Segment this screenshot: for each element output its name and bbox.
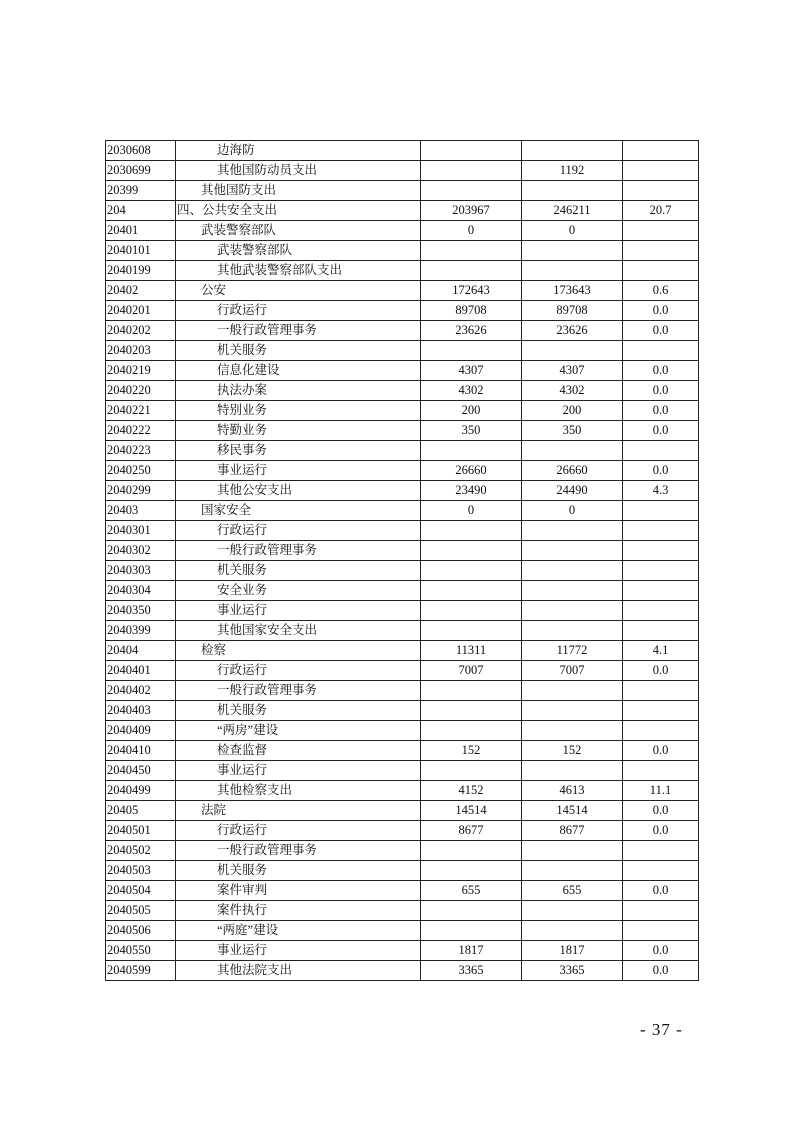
cell-growth-rate <box>623 761 699 781</box>
cell-code: 2040550 <box>106 941 176 961</box>
cell-code: 20399 <box>106 181 176 201</box>
cell-value-a: 152 <box>421 741 522 761</box>
cell-growth-rate <box>623 541 699 561</box>
cell-value-b <box>522 581 623 601</box>
cell-value-a <box>421 861 522 881</box>
cell-growth-rate: 0.0 <box>623 881 699 901</box>
cell-item-name: 机关服务 <box>176 341 421 361</box>
cell-value-a <box>421 521 522 541</box>
table-row <box>106 341 699 361</box>
cell-value-b <box>522 921 623 941</box>
cell-code: 2040222 <box>106 421 176 441</box>
cell-code: 2040223 <box>106 441 176 461</box>
cell-item-name: 机关服务 <box>176 561 421 581</box>
cell-growth-rate: 0.0 <box>623 961 699 981</box>
cell-code: 20404 <box>106 641 176 661</box>
cell-item-name: 安全业务 <box>176 581 421 601</box>
cell-growth-rate: 20.7 <box>623 201 699 221</box>
cell-item-name: “两房”建设 <box>176 721 421 741</box>
cell-code: 2040199 <box>106 261 176 281</box>
cell-value-a: 23490 <box>421 481 522 501</box>
table-row <box>106 481 699 501</box>
cell-value-b: 7007 <box>522 661 623 681</box>
cell-item-name: 行政运行 <box>176 521 421 541</box>
cell-value-b: 246211 <box>522 201 623 221</box>
table-row <box>106 241 699 261</box>
cell-item-name: 法院 <box>176 801 421 821</box>
cell-code: 2040202 <box>106 321 176 341</box>
cell-value-b <box>522 721 623 741</box>
cell-item-name: 武装警察部队 <box>176 221 421 241</box>
cell-item-name: 其他国防动员支出 <box>176 161 421 181</box>
table-row <box>106 461 699 481</box>
cell-growth-rate <box>623 521 699 541</box>
cell-growth-rate: 4.1 <box>623 641 699 661</box>
cell-code: 2040410 <box>106 741 176 761</box>
cell-growth-rate <box>623 681 699 701</box>
cell-value-b: 4307 <box>522 361 623 381</box>
cell-value-b: 24490 <box>522 481 623 501</box>
cell-value-a: 3365 <box>421 961 522 981</box>
table-row <box>106 601 699 621</box>
cell-value-a <box>421 701 522 721</box>
cell-growth-rate <box>623 341 699 361</box>
cell-growth-rate <box>623 861 699 881</box>
cell-item-name: 特别业务 <box>176 401 421 421</box>
cell-value-a: 23626 <box>421 321 522 341</box>
cell-item-name: 一般行政管理事务 <box>176 681 421 701</box>
table-row <box>106 401 699 421</box>
table-row <box>106 581 699 601</box>
cell-value-b: 655 <box>522 881 623 901</box>
table-row <box>106 301 699 321</box>
table-row <box>106 421 699 441</box>
cell-value-a <box>421 261 522 281</box>
table-row <box>106 221 699 241</box>
cell-growth-rate: 0.0 <box>623 461 699 481</box>
cell-growth-rate: 0.0 <box>623 821 699 841</box>
cell-value-a: 8677 <box>421 821 522 841</box>
cell-value-b: 8677 <box>522 821 623 841</box>
table-row <box>106 641 699 661</box>
cell-item-name: 其他国防支出 <box>176 181 421 201</box>
table-row <box>106 201 699 221</box>
cell-item-name: 机关服务 <box>176 861 421 881</box>
cell-value-a: 26660 <box>421 461 522 481</box>
cell-value-b: 152 <box>522 741 623 761</box>
cell-growth-rate <box>623 181 699 201</box>
cell-value-a <box>421 141 522 161</box>
cell-value-a <box>421 181 522 201</box>
cell-growth-rate <box>623 161 699 181</box>
cell-value-b: 173643 <box>522 281 623 301</box>
cell-item-name: 案件审判 <box>176 881 421 901</box>
cell-value-a: 200 <box>421 401 522 421</box>
cell-growth-rate: 0.0 <box>623 381 699 401</box>
cell-item-name: 一般行政管理事务 <box>176 541 421 561</box>
cell-code: 2040499 <box>106 781 176 801</box>
cell-item-name: 其他公安支出 <box>176 481 421 501</box>
cell-growth-rate: 4.3 <box>623 481 699 501</box>
cell-item-name: 事业运行 <box>176 941 421 961</box>
cell-item-name: 信息化建设 <box>176 361 421 381</box>
table-row <box>106 261 699 281</box>
cell-value-b: 0 <box>522 501 623 521</box>
cell-value-a: 0 <box>421 221 522 241</box>
cell-code: 204 <box>106 201 176 221</box>
table-row <box>106 501 699 521</box>
cell-item-name: 行政运行 <box>176 301 421 321</box>
cell-growth-rate <box>623 501 699 521</box>
cell-growth-rate: 0.0 <box>623 421 699 441</box>
cell-growth-rate <box>623 601 699 621</box>
cell-growth-rate <box>623 441 699 461</box>
cell-code: 2040302 <box>106 541 176 561</box>
table-row <box>106 621 699 641</box>
cell-value-a: 655 <box>421 881 522 901</box>
cell-value-a <box>421 721 522 741</box>
table-row <box>106 941 699 961</box>
cell-value-b <box>522 701 623 721</box>
table-row <box>106 321 699 341</box>
cell-value-a: 1817 <box>421 941 522 961</box>
cell-value-a: 4152 <box>421 781 522 801</box>
cell-item-name: 其他武装警察部队支出 <box>176 261 421 281</box>
table-row <box>106 721 699 741</box>
cell-growth-rate <box>623 221 699 241</box>
cell-code: 20405 <box>106 801 176 821</box>
cell-code: 20401 <box>106 221 176 241</box>
cell-code: 2040219 <box>106 361 176 381</box>
cell-code: 2040506 <box>106 921 176 941</box>
cell-value-b <box>522 541 623 561</box>
cell-value-b: 1192 <box>522 161 623 181</box>
cell-growth-rate <box>623 141 699 161</box>
cell-code: 2040301 <box>106 521 176 541</box>
cell-value-b: 89708 <box>522 301 623 321</box>
cell-growth-rate: 11.1 <box>623 781 699 801</box>
table-row <box>106 761 699 781</box>
cell-value-a: 14514 <box>421 801 522 821</box>
cell-value-b <box>522 621 623 641</box>
cell-growth-rate: 0.0 <box>623 301 699 321</box>
cell-value-b: 26660 <box>522 461 623 481</box>
budget-table-body <box>106 141 699 981</box>
table-row <box>106 381 699 401</box>
cell-item-name: 移民事务 <box>176 441 421 461</box>
cell-code: 2040450 <box>106 761 176 781</box>
cell-growth-rate: 0.0 <box>623 941 699 961</box>
cell-value-a <box>421 241 522 261</box>
table-row <box>106 361 699 381</box>
cell-growth-rate: 0.6 <box>623 281 699 301</box>
cell-item-name: 事业运行 <box>176 761 421 781</box>
table-row <box>106 161 699 181</box>
table-row <box>106 521 699 541</box>
cell-code: 2040403 <box>106 701 176 721</box>
cell-value-a <box>421 841 522 861</box>
cell-value-b <box>522 141 623 161</box>
cell-code: 2040401 <box>106 661 176 681</box>
cell-item-name: 事业运行 <box>176 461 421 481</box>
cell-growth-rate <box>623 581 699 601</box>
cell-item-name: 其他法院支出 <box>176 961 421 981</box>
cell-growth-rate <box>623 241 699 261</box>
cell-value-a: 4307 <box>421 361 522 381</box>
cell-item-name: “两庭”建设 <box>176 921 421 941</box>
cell-code: 20403 <box>106 501 176 521</box>
cell-growth-rate: 0.0 <box>623 401 699 421</box>
cell-item-name: 事业运行 <box>176 601 421 621</box>
cell-code: 2030699 <box>106 161 176 181</box>
cell-value-b: 4302 <box>522 381 623 401</box>
cell-value-a: 7007 <box>421 661 522 681</box>
table-row <box>106 901 699 921</box>
cell-value-b: 14514 <box>522 801 623 821</box>
table-row <box>106 821 699 841</box>
cell-growth-rate <box>623 841 699 861</box>
cell-item-name: 一般行政管理事务 <box>176 321 421 341</box>
cell-code: 2040250 <box>106 461 176 481</box>
table-row <box>106 961 699 981</box>
cell-item-name: 公安 <box>176 281 421 301</box>
cell-code: 2040221 <box>106 401 176 421</box>
cell-item-name: 国家安全 <box>176 501 421 521</box>
cell-item-name: 行政运行 <box>176 661 421 681</box>
cell-value-b: 0 <box>522 221 623 241</box>
cell-item-name: 边海防 <box>176 141 421 161</box>
cell-code: 2040399 <box>106 621 176 641</box>
cell-code: 2030608 <box>106 141 176 161</box>
cell-code: 2040299 <box>106 481 176 501</box>
table-row <box>106 921 699 941</box>
cell-value-a: 350 <box>421 421 522 441</box>
page-number: - 37 - <box>640 1020 683 1039</box>
cell-value-b <box>522 521 623 541</box>
cell-code: 2040599 <box>106 961 176 981</box>
cell-code: 2040503 <box>106 861 176 881</box>
cell-code: 20402 <box>106 281 176 301</box>
table-row <box>106 141 699 161</box>
cell-growth-rate <box>623 561 699 581</box>
cell-code: 2040409 <box>106 721 176 741</box>
cell-code: 2040220 <box>106 381 176 401</box>
cell-growth-rate <box>623 621 699 641</box>
cell-code: 2040101 <box>106 241 176 261</box>
cell-code: 2040350 <box>106 601 176 621</box>
cell-item-name: 四、公共安全支出 <box>176 201 421 221</box>
cell-value-b <box>522 861 623 881</box>
cell-value-b <box>522 341 623 361</box>
table-row <box>106 741 699 761</box>
table-row <box>106 561 699 581</box>
cell-value-b: 3365 <box>522 961 623 981</box>
cell-growth-rate: 0.0 <box>623 661 699 681</box>
cell-value-a: 4302 <box>421 381 522 401</box>
cell-item-name: 案件执行 <box>176 901 421 921</box>
cell-value-a: 172643 <box>421 281 522 301</box>
cell-value-a: 11311 <box>421 641 522 661</box>
cell-item-name: 执法办案 <box>176 381 421 401</box>
cell-value-b <box>522 901 623 921</box>
table-row <box>106 801 699 821</box>
cell-value-a <box>421 561 522 581</box>
cell-value-b <box>522 261 623 281</box>
cell-value-b <box>522 841 623 861</box>
cell-value-b <box>522 441 623 461</box>
cell-item-name: 行政运行 <box>176 821 421 841</box>
cell-growth-rate <box>623 721 699 741</box>
cell-growth-rate <box>623 701 699 721</box>
cell-value-b <box>522 241 623 261</box>
cell-growth-rate: 0.0 <box>623 801 699 821</box>
cell-value-b <box>522 681 623 701</box>
table-row <box>106 541 699 561</box>
table-row <box>106 281 699 301</box>
budget-table <box>105 140 699 981</box>
cell-item-name: 机关服务 <box>176 701 421 721</box>
cell-growth-rate <box>623 901 699 921</box>
cell-value-a <box>421 761 522 781</box>
cell-code: 2040304 <box>106 581 176 601</box>
cell-growth-rate <box>623 921 699 941</box>
cell-growth-rate <box>623 261 699 281</box>
cell-value-b: 23626 <box>522 321 623 341</box>
table-row <box>106 441 699 461</box>
cell-code: 2040203 <box>106 341 176 361</box>
cell-value-a: 0 <box>421 501 522 521</box>
cell-item-name: 武装警察部队 <box>176 241 421 261</box>
cell-value-b <box>522 761 623 781</box>
cell-value-b: 200 <box>522 401 623 421</box>
cell-code: 2040504 <box>106 881 176 901</box>
cell-value-a <box>421 541 522 561</box>
cell-value-a: 89708 <box>421 301 522 321</box>
cell-value-b: 1817 <box>522 941 623 961</box>
cell-value-a <box>421 581 522 601</box>
cell-code: 2040501 <box>106 821 176 841</box>
cell-value-b <box>522 181 623 201</box>
cell-value-a <box>421 341 522 361</box>
cell-value-a <box>421 441 522 461</box>
table-row <box>106 701 699 721</box>
cell-code: 2040505 <box>106 901 176 921</box>
table-row <box>106 841 699 861</box>
cell-value-b <box>522 601 623 621</box>
cell-growth-rate: 0.0 <box>623 741 699 761</box>
table-row <box>106 781 699 801</box>
cell-growth-rate: 0.0 <box>623 361 699 381</box>
table-row <box>106 881 699 901</box>
table-row <box>106 681 699 701</box>
table-row <box>106 661 699 681</box>
cell-item-name: 一般行政管理事务 <box>176 841 421 861</box>
cell-item-name: 特勤业务 <box>176 421 421 441</box>
cell-value-a <box>421 921 522 941</box>
cell-value-a <box>421 681 522 701</box>
cell-item-name: 检查监督 <box>176 741 421 761</box>
cell-code: 2040502 <box>106 841 176 861</box>
cell-code: 2040303 <box>106 561 176 581</box>
cell-value-a: 203967 <box>421 201 522 221</box>
cell-value-b <box>522 561 623 581</box>
table-row <box>106 861 699 881</box>
cell-value-b: 4613 <box>522 781 623 801</box>
table-row <box>106 181 699 201</box>
cell-item-name: 其他检察支出 <box>176 781 421 801</box>
cell-item-name: 检察 <box>176 641 421 661</box>
cell-code: 2040201 <box>106 301 176 321</box>
cell-value-a <box>421 621 522 641</box>
cell-value-b: 350 <box>522 421 623 441</box>
cell-growth-rate: 0.0 <box>623 321 699 341</box>
cell-value-a <box>421 901 522 921</box>
cell-code: 2040402 <box>106 681 176 701</box>
cell-value-a <box>421 161 522 181</box>
cell-value-a <box>421 601 522 621</box>
cell-item-name: 其他国家安全支出 <box>176 621 421 641</box>
cell-value-b: 11772 <box>522 641 623 661</box>
